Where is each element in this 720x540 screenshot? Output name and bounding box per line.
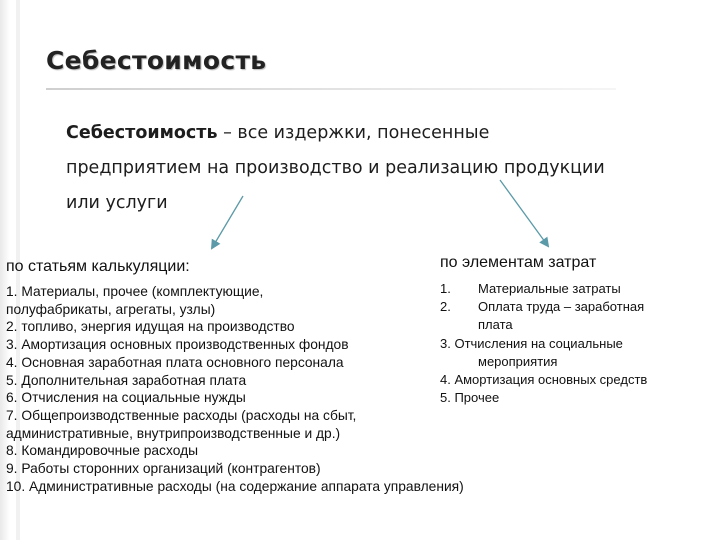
list-item: 10. Административные расходы (на содержание аппарата управления) — [6, 478, 464, 494]
list-item: полуфабрикаты, агрегаты, узлы) — [6, 301, 216, 317]
definition-term: Себестоимость — [66, 123, 218, 143]
right-column-heading: по элементам затрат — [440, 254, 597, 271]
list-item: 1. Материалы, прочее (комплектующие, — [6, 284, 264, 299]
item-number: 1. — [440, 281, 451, 296]
list-item: 9. Работы сторонних организаций (контрагентов) — [6, 461, 321, 477]
list-item: 4. Основная заработная плата основного персонала — [6, 354, 344, 370]
item-number: 2. — [440, 299, 451, 315]
list-item-continuation: мероприятия — [478, 353, 558, 369]
list-item — [440, 298, 720, 316]
list-item: 5. Прочее — [440, 390, 500, 406]
item-text: Материальные затраты — [478, 281, 621, 296]
list-item — [440, 280, 720, 298]
list-item: 3. Отчисления на социальные — [440, 335, 623, 351]
definition-line-1-rest: – все издержки, понесенные — [217, 123, 490, 143]
list-item: 6. Отчисления на социальные нужды — [6, 390, 246, 406]
slide-title: Себестоимость — [46, 46, 267, 75]
list-item-continuation: плата — [478, 317, 513, 333]
cost-elements-list — [440, 280, 720, 407]
list-item: 7. Общепроизводственные расходы (расходы на сбыт, — [6, 407, 357, 423]
list-item: 3. Амортизация основных производственных фондов — [6, 337, 349, 353]
item-text: Оплата труда – заработная — [478, 299, 645, 315]
definition-line-2: предприятием на производство и реализацию продукции — [66, 158, 605, 178]
list-item: 5. Дополнительная заработная плата — [6, 372, 247, 388]
list-item: административные, внутрипроизводственные и др.) — [6, 425, 341, 441]
definition-line-3: или услуги — [66, 193, 168, 213]
list-item: 8. Командировочные расходы — [6, 443, 199, 459]
list-item: 4. Амортизация основных средств — [440, 372, 648, 388]
list-item: 2. топливо, энергия идущая на производство — [6, 319, 295, 335]
left-column-heading: по статьям калькуляции: — [6, 258, 190, 275]
arrow-right — [500, 180, 548, 246]
arrow-left — [212, 196, 243, 248]
